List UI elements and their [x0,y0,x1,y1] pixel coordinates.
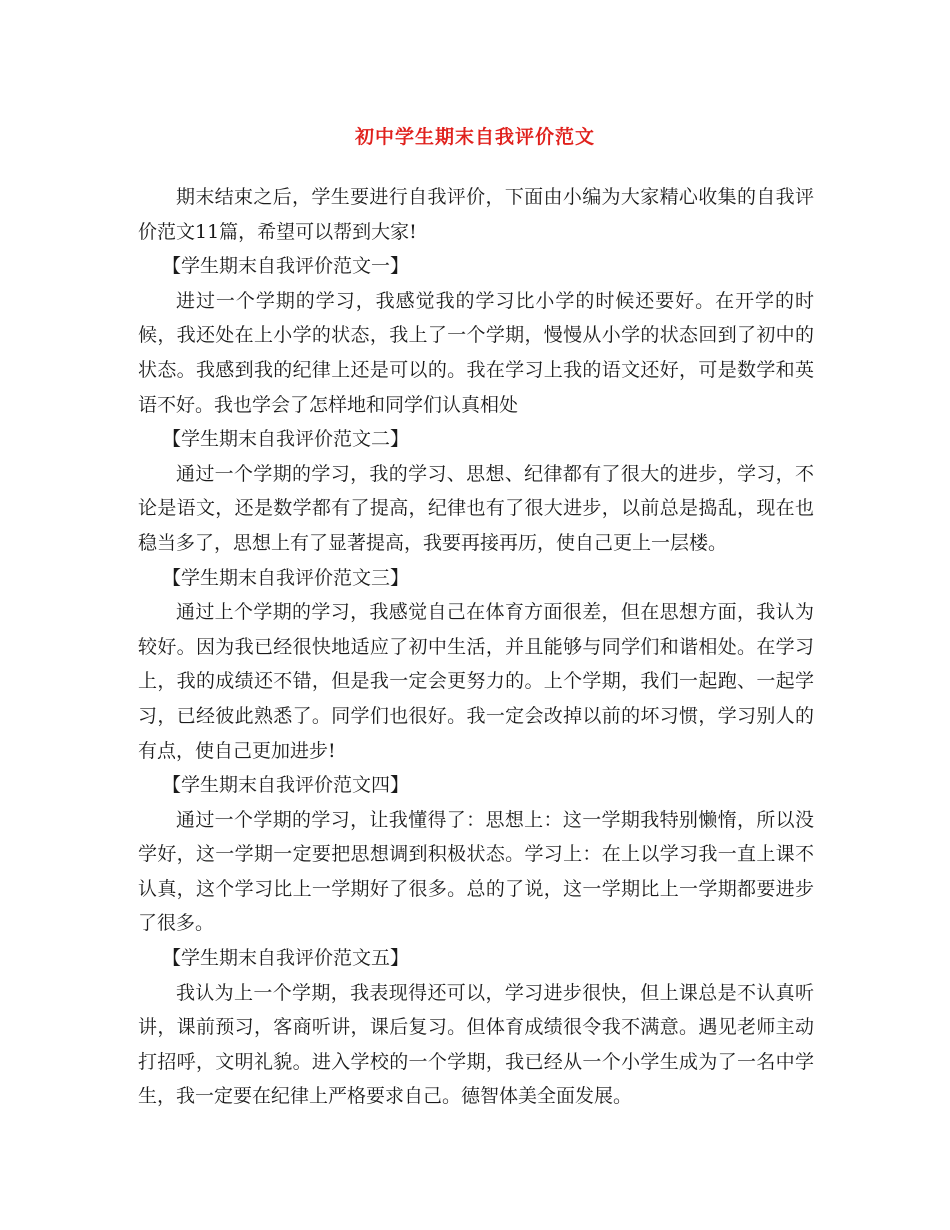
section-text-4: 通过一个学期的学习，让我懂得了：思想上：这一学期我特别懒惰，所以没学好，这一学期一定要把思想调到积极状态。学习上：在上以学习我一直上课不认真，这个学习比上一学期好了很多。总的了说，这一学期比上一学期都要进步了很多。 [138,808,814,935]
section-heading-5: 【学生期末自我评价范文五】 [162,947,410,970]
section-text-2: 通过一个学期的学习，我的学习、思想、纪律都有了很大的进步，学习，不论是语文，还是数学都有了提高，纪律也有了很大进步，以前总是捣乱，现在也稳当多了，思想上有了显著提高，我要再接再历，使自己更上一层楼。 [138,462,814,554]
intro-paragraph: 期末结束之后，学生要进行自我评价，下面由小编为大家精心收集的自我评价范文11篇，希望可以帮到大家! [138,186,814,243]
section-heading-1: 【学生期末自我评价范文一】 [162,255,410,278]
section-text-3: 通过上个学期的学习，我感觉自己在体育方面很差，但在思想方面，我认为较好。因为我已经很快地适应了初中生活，并且能够与同学们和谐相处。在学习上，我的成绩还不错，但是我一定会更努力的。上个学期，我们一起跑、一起学习，已经彼此熟悉了。同学们也很好。我一定会改掉以前的坏习惯，学习别人的有点，使自己更加进步! [138,601,814,762]
section-heading-3: 【学生期末自我评价范文三】 [162,566,410,589]
section-text-5: 我认为上一个学期，我表现得还可以，学习进步很快，但上课总是不认真听讲，课前预习，客商听讲，课后复习。但体育成绩很令我不满意。遇见老师主动打招呼，文明礼貌。进入学校的一个学期，我已经从一个小学生成为了一名中学生，我一定要在纪律上严格要求自己。德智体美全面发展。 [138,981,814,1108]
document-title: 初中学生期末自我评价范文 [354,126,595,148]
section-heading-4: 【学生期末自我评价范文四】 [162,774,410,797]
section-text-1: 进过一个学期的学习，我感觉我的学习比小学的时候还要好。在开学的时候，我还处在上小学的状态，我上了一个学期，慢慢从小学的状态回到了初中的状态。我感到我的纪律上还是可以的。我在学习上我的语文还好，可是数学和英语不好。我也学会了怎样地和同学们认真相处 [138,289,814,416]
document-body [138,180,814,1114]
section-heading-2: 【学生期末自我评价范文二】 [162,428,410,451]
